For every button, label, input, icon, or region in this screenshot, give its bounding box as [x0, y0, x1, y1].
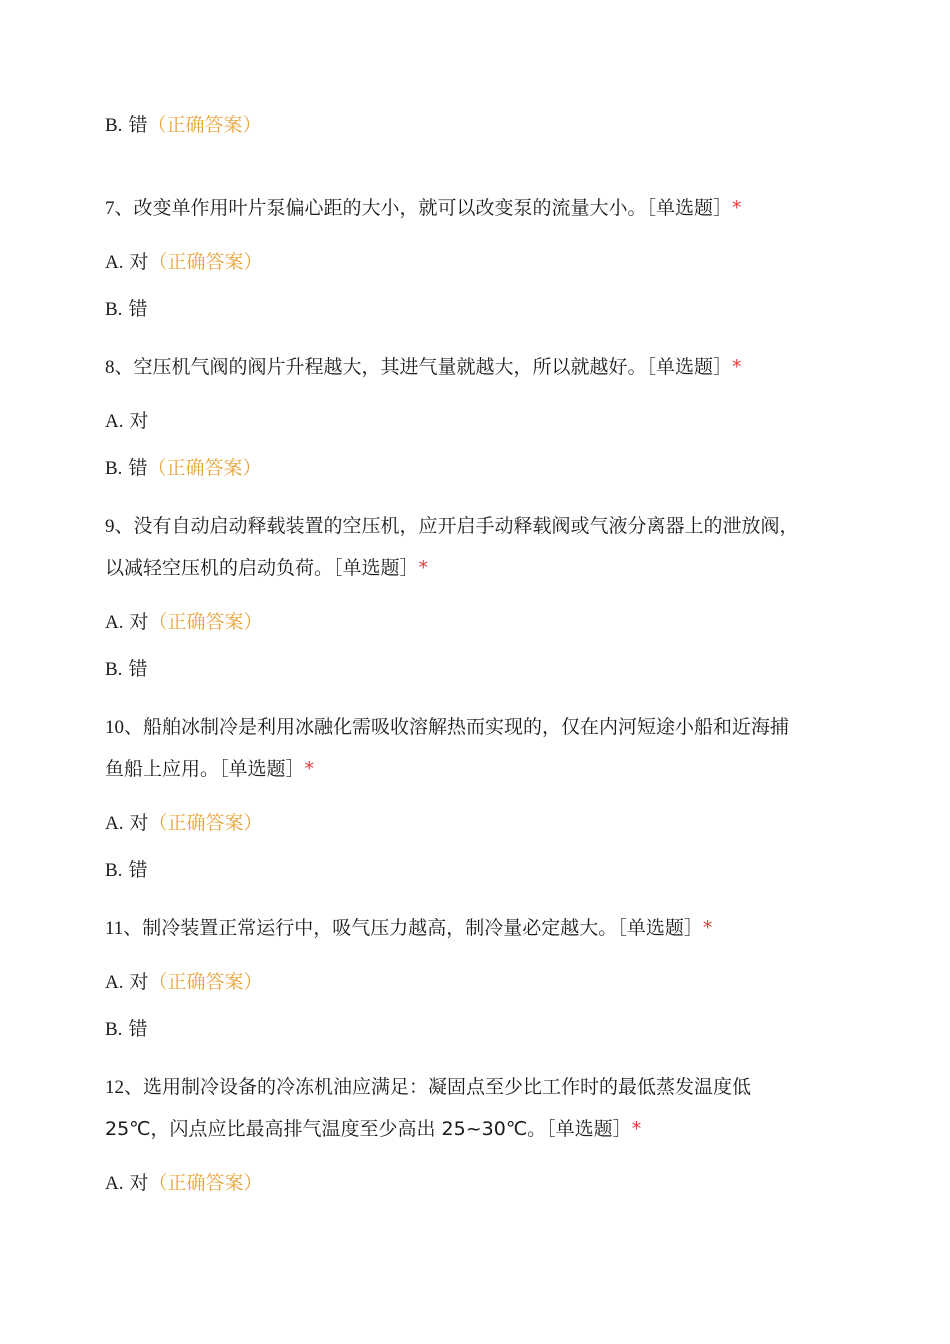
option-letter: B. [105, 1019, 123, 1040]
question-11 [105, 916, 712, 941]
option-a[interactable] [105, 409, 149, 434]
option-letter: A. [105, 612, 124, 633]
option-b[interactable] [105, 297, 148, 322]
question-type: ［单选题］ [219, 758, 305, 780]
correct-answer-label: （正确答案） [148, 1172, 263, 1194]
required-star: * [418, 557, 429, 579]
option-a[interactable] [105, 610, 263, 635]
option-letter: A. [105, 411, 124, 432]
option-letter: B. [105, 659, 123, 680]
question-12 [105, 1075, 751, 1100]
question-text: 空压机气阀的阀片升程越大，其进气量就越大，所以就越好。 [133, 356, 647, 378]
option-text: 错 [128, 658, 148, 680]
option-letter: B. [105, 860, 123, 881]
option-b[interactable] [105, 1017, 148, 1042]
option-letter: B. [105, 115, 123, 136]
option-a[interactable] [105, 250, 263, 275]
question-text: 鱼船上应用。 [105, 758, 220, 780]
question-number: 7、 [105, 198, 134, 219]
question-9 [105, 514, 799, 539]
question-type: ［单选题］ [617, 917, 703, 939]
correct-answer-label: （正确答案） [147, 114, 262, 136]
question-number: 11、 [105, 918, 143, 939]
option-text: 对 [129, 971, 149, 993]
question-number: 10、 [105, 717, 144, 738]
question-text: 25℃，闪点应比最高排气温度至少高出 25~30℃。 [105, 1118, 547, 1140]
question-12-cont [105, 1117, 641, 1141]
question-8 [105, 355, 742, 380]
option-letter: A. [105, 972, 124, 993]
question-number: 12、 [105, 1077, 144, 1098]
question-10 [105, 715, 789, 740]
question-number: 9、 [105, 516, 134, 537]
correct-answer-label: （正确答案） [147, 457, 262, 479]
option-b[interactable] [105, 858, 148, 883]
required-star: * [702, 917, 713, 939]
question-text: 以减轻空压机的启动负荷。 [105, 557, 334, 579]
question-number: 8、 [105, 357, 134, 378]
option-text: 对 [129, 251, 149, 273]
option-letter: B. [105, 299, 123, 320]
required-star: * [631, 1118, 642, 1140]
option-text: 错 [128, 114, 148, 136]
correct-answer-label: （正确答案） [148, 971, 263, 993]
option-text: 对 [129, 1172, 149, 1194]
question-10-cont [105, 757, 314, 781]
required-star: * [304, 758, 315, 780]
question-type: ［单选题］ [646, 356, 733, 378]
option-b[interactable] [105, 113, 262, 138]
option-b[interactable] [105, 657, 148, 682]
question-9-cont [105, 556, 428, 580]
correct-answer-label: （正确答案） [148, 812, 263, 834]
option-letter: B. [105, 458, 123, 479]
option-a[interactable] [105, 811, 263, 836]
option-letter: A. [105, 252, 124, 273]
option-letter: A. [105, 813, 124, 834]
question-text: 选用制冷设备的冷冻机油应满足：凝固点至少比工作时的最低蒸发温度低 [143, 1076, 752, 1098]
option-text: 错 [128, 298, 148, 320]
option-text: 对 [129, 611, 149, 633]
option-text: 错 [128, 457, 148, 479]
question-text: 制冷装置正常运行中，吸气压力越高，制冷量必定越大。 [142, 917, 618, 939]
required-star: * [732, 197, 742, 219]
option-b[interactable] [105, 456, 262, 481]
option-letter: A. [105, 1173, 124, 1194]
correct-answer-label: （正确答案） [148, 611, 263, 633]
question-text: 改变单作用叶片泵偏心距的大小，就可以改变泵的流量大小。 [133, 197, 647, 219]
correct-answer-label: （正确答案） [148, 251, 263, 273]
question-type: ［单选题］ [333, 557, 419, 579]
question-7 [105, 196, 742, 221]
question-text: 船舶冰制冷是利用冰融化需吸收溶解热而实现的，仅在内河短途小船和近海捕 [143, 716, 790, 738]
question-type: ［单选题］ [646, 197, 733, 219]
option-text: 错 [128, 1018, 148, 1040]
question-text: 没有自动启动释载装置的空压机，应开启手动释载阀或气液分离器上的泄放阀， [133, 515, 799, 537]
option-text: 对 [129, 812, 149, 834]
question-type: ［单选题］ [546, 1118, 632, 1140]
option-a[interactable] [105, 1171, 263, 1196]
option-text: 对 [129, 410, 149, 432]
option-a[interactable] [105, 970, 263, 995]
option-text: 错 [128, 859, 148, 881]
required-star: * [732, 356, 742, 378]
